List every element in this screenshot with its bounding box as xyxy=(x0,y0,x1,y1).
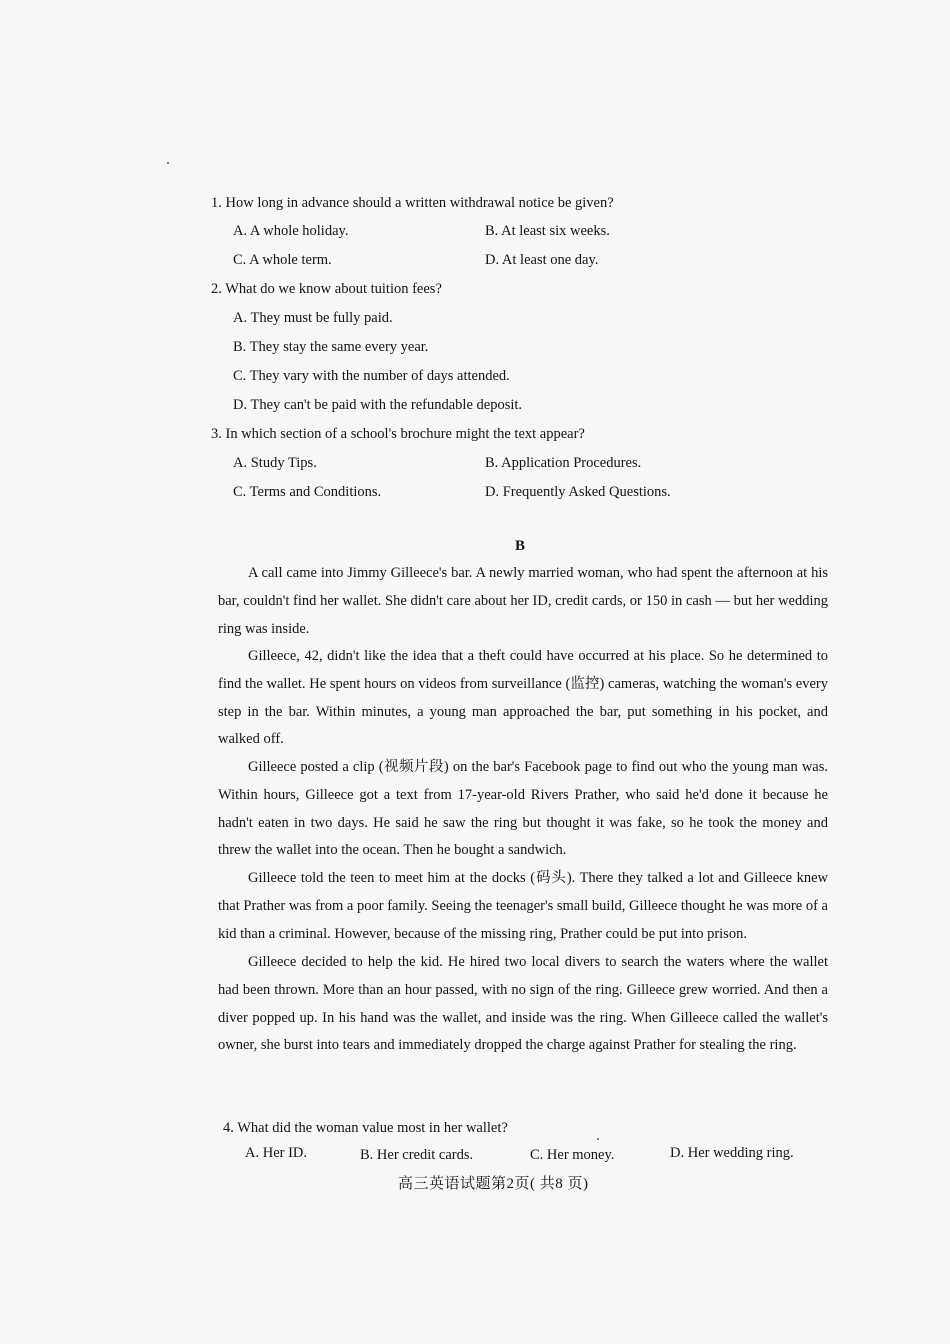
passage-paragraph-3: Gilleece posted a clip (视频片段) on the bar's Facebook page to find out who the young man was. Within hours, Gilleece got a text from 17-year-old Rivers Prather, who said he'd done it because he hadn't eaten in two days. He said he saw the ring but thought it was fake, so he took the money and threw the wallet into the ocean. Then he bought a sandwich. xyxy=(218,759,828,859)
section-heading: B xyxy=(515,538,526,554)
question-1-option-a: A. A whole holiday. xyxy=(233,223,349,239)
question-2-option-c: C. They vary with the number of days attended. xyxy=(233,368,510,384)
question-4-option-c: C. Her money. xyxy=(530,1147,615,1163)
question-3-option-c: C. Terms and Conditions. xyxy=(233,484,382,500)
question-3-option-a: A. Study Tips. xyxy=(233,455,317,471)
question-2-option-a: A. They must be fully paid. xyxy=(233,310,393,326)
passage-paragraph-5: Gilleece decided to help the kid. He hired two local divers to search the waters where the wallet had been thrown. More than an hour passed, with no sign of the ring. Gilleece grew worried. And then a diver popped up. In his hand was the wallet, and inside was the ring. When Gilleece called the wallet's owner, she burst into tears and immediately dropped the charge against Prather for stealing the ring. xyxy=(218,954,828,1054)
question-2-option-b: B. They stay the same every year. xyxy=(233,339,429,355)
question-4-option-d: D. Her wedding ring. xyxy=(670,1145,794,1161)
passage-paragraph-4: Gilleece told the teen to meet him at the docks (码头). There they talked a lot and Gilleece knew that Prather was from a poor family. Seeing the teenager's small build, Gilleece thought he was more of a kid than a criminal. However, because of the missing ring, Prather could be put into prison. xyxy=(218,870,828,942)
question-4-stem: 4. What did the woman value most in her wallet? xyxy=(223,1120,508,1136)
question-2-option-d: D. They can't be paid with the refundable deposit. xyxy=(233,397,523,413)
passage-paragraph-1: A call came into Jimmy Gilleece's bar. A newly married woman, who had spent the afternoon at his bar, couldn't find her wallet. She didn't care about her ID, credit cards, or 150 in cash — but her wedding ring was inside. xyxy=(218,565,828,637)
question-1-option-b: B. At least six weeks. xyxy=(485,223,610,239)
question-3-stem: 3. In which section of a school's brochure might the text appear? xyxy=(211,426,585,442)
scan-speck xyxy=(597,1138,599,1140)
passage-paragraph-2: Gilleece, 42, didn't like the idea that a theft could have occurred at his place. So he determined to find the wallet. He spent hours on videos from surveillance (监控) cameras, watching the woman's every step in the bar. Within minutes, a young man approached the bar, put something in his pocket, and walked off. xyxy=(218,648,828,748)
question-2-stem: 2. What do we know about tuition fees? xyxy=(211,281,442,297)
question-3-option-b: B. Application Procedures. xyxy=(485,455,642,471)
question-3-option-d: D. Frequently Asked Questions. xyxy=(485,484,671,500)
question-4-option-b: B. Her credit cards. xyxy=(360,1147,474,1163)
question-1-option-c: C. A whole term. xyxy=(233,252,332,268)
page-footer: 高三英语试题第2页( 共8 页) xyxy=(398,1176,589,1192)
question-1-option-d: D. At least one day. xyxy=(485,252,599,268)
scan-speck xyxy=(167,162,169,164)
question-1-stem: 1. How long in advance should a written withdrawal notice be given? xyxy=(211,195,614,211)
question-4-option-a: A. Her ID. xyxy=(245,1145,308,1161)
